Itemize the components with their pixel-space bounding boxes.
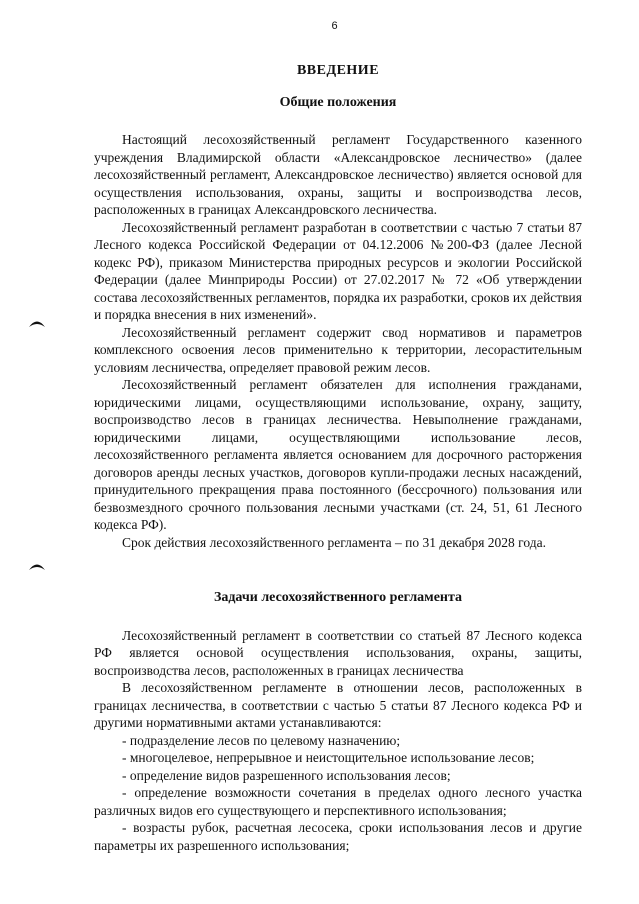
paragraph: Срок действия лесохозяйственного регламента – по 31 декабря 2028 года.: [122, 534, 546, 550]
section-regulation-tasks: [94, 589, 582, 854]
binding-hole-mark-icon: [28, 318, 46, 328]
binding-hole-mark-icon: [28, 561, 46, 571]
list-item: - многоцелевое, непрерывное и неистощительное использование лесов;: [122, 750, 535, 765]
section-heading: Общие положения: [279, 94, 397, 110]
document-body: [94, 62, 582, 854]
paragraph: Настоящий лесохозяйственный регламент Государственного казенного учреждения Владимирской области «Александровское лесничество» (далее лесохозяйственный регламент, Александровское лесничество) является основой для осуществления использования, охраны, защиты и воспроизводства лесов, расположенных в границах Александровского лесничества.: [94, 132, 582, 217]
section-general-provisions: [94, 94, 582, 552]
document-title: ВВЕДЕНИЕ: [296, 63, 380, 78]
paragraph: В лесохозяйственном регламенте в отношении лесов, расположенных в границах лесничества, в соответствии с частью 5 статьи 87 Лесного кодекса РФ и другими нормативными актами устанавливаются:: [94, 680, 582, 730]
list-item: - определение видов разрешенного использования лесов;: [122, 767, 451, 783]
list-item: - возрасты рубок, расчетная лесосека, сроки использования лесов и другие параметры их разрешенного использования;: [94, 820, 582, 853]
list-item: - определение возможности сочетания в пределах одного лесного участка различных видов его существующего и перспективного использования;: [94, 785, 582, 818]
paragraph: Лесохозяйственный регламент в соответствии со статьей 87 Лесного кодекса РФ является основой осуществления использования, охраны, защиты, воспроизводства лесов, расположенных в границах лесничества: [94, 627, 582, 678]
list-item: - подразделение лесов по целевому назначению;: [122, 732, 401, 748]
paragraph: Лесохозяйственный регламент разработан в соответствии с частью 7 статьи 87 Лесного кодекса Российской Федерации от 04.12.2006 №200-ФЗ (далее Лесной кодекс РФ), приказом Министерства природных ресурсов и экологии Российской Федерации (далее Минприроды России) от 27.02.2017 № 72 «Об утверждении состава лесохозяйственных регламентов, порядка их разработки, сроков их действия и порядка внесения в них изменений».: [94, 219, 582, 322]
paragraph: Лесохозяйственный регламент обязателен для исполнения гражданами, юридическими лицами, осуществляющими использование, охрану, защиту, воспроизводство лесов в границах лесничества. Невыполнение гражданами, юридическими лицами, осуществляющими использование лесов, лесохозяйственного регламента является основанием для досрочного расторжения договоров аренды лесных участков, договоров купли-продажи лесных насаждений, принудительного прекращения права постоянного (бессрочного) пользования или безвозмездного срочного пользования лесными участками (ст. 24, 51, 61 Лесного кодекса РФ).: [94, 377, 582, 532]
paragraph: Лесохозяйственный регламент содержит свод нормативов и параметров комплексного освоения лесов применительно к территории, лесорастительным условиям лесничества, определяет правовой режим лесов.: [94, 324, 582, 375]
section-heading: Задачи лесохозяйственного регламента: [213, 590, 463, 605]
page-number: 6: [331, 20, 338, 32]
